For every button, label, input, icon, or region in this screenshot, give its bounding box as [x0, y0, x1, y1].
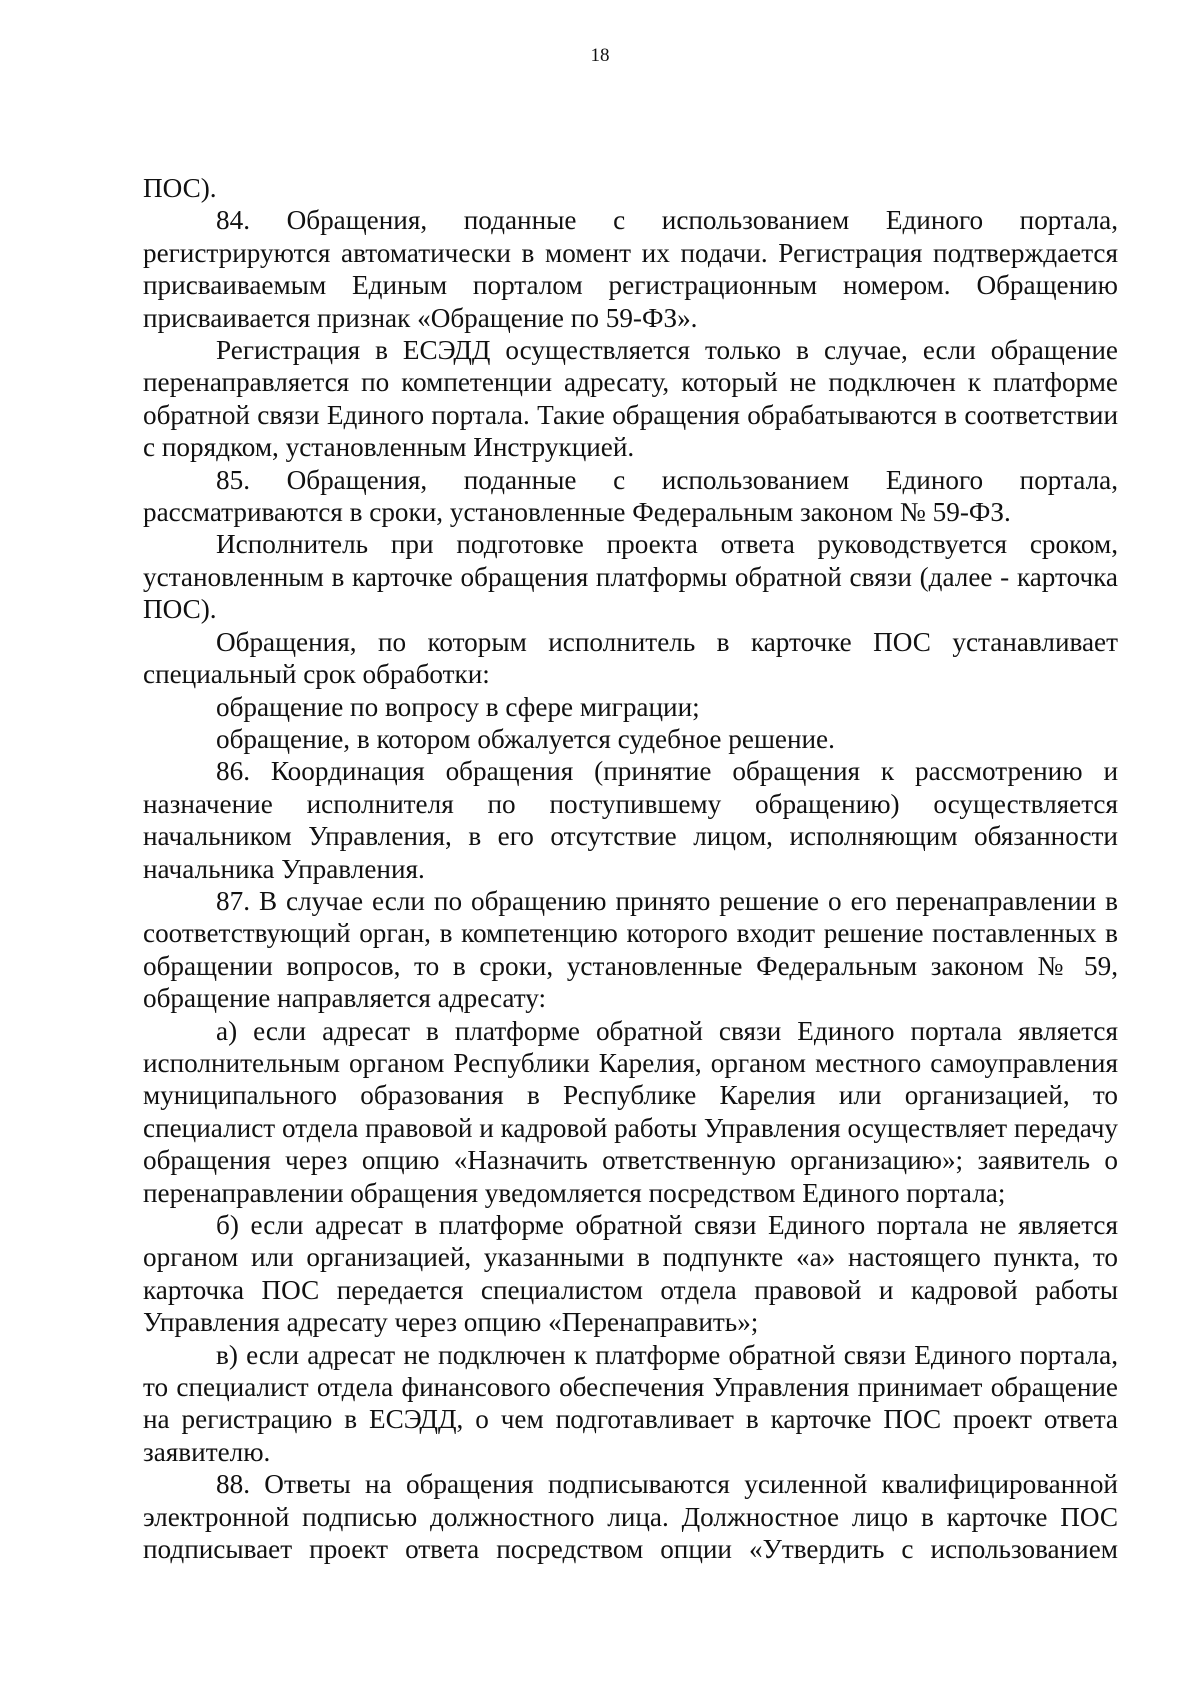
paragraph-85: 85. Обращения, поданные с использованием Единого портала, рассматриваются в сроки, установленные Федеральным законом № 59-ФЗ. [143, 464, 1118, 528]
subitem-v: в) если адресат не подключен к платформе обратной связи Единого портала, то специалист отдела финансового обеспечения Управления принимает обращение на регистрацию в ЕСЭДД, о чем подготавливает в карточке ПОС проект ответа заявителю. [143, 1339, 1118, 1467]
document-body [143, 172, 1118, 1565]
page-number: 18 [590, 45, 610, 66]
list-item-court-decision: обращение, в котором обжалуется судебное решение. [216, 723, 835, 754]
paragraph-88: 88. Ответы на обращения подписываются усиленной квалифицированной электронной подписью должностного лица. Должностное лицо в карточке ПОС подписывает проект ответа посредством опции «Утвердить с использованием [143, 1469, 1118, 1565]
paragraph-continuation: ПОС). [143, 173, 217, 203]
paragraph-87: 87. В случае если по обращению принято решение о его перенаправлении в соответствующий орган, в компетенцию которого входит решение поставленных в обращении вопросов, то в сроки, установленные Федеральным законом № 59, обращение направляется адресату: [143, 885, 1118, 1014]
paragraph-84: 84. Обращения, поданные с использованием Единого портала, регистрируются автоматически в момент их подачи. Регистрация подтверждается присваиваемым Единым порталом регистрационным номером. Обращению присваивается признак «Обращение по 59-ФЗ». [143, 205, 1118, 333]
subitem-a: а) если адресат в платформе обратной связи Единого портала является исполнительным органом Республики Карелия, органом местного самоуправления муниципального образования в Республике Карелия или организацией, то специалист отдела правовой и кадровой работы Управления осуществляет передачу обращения через опцию «Назначить ответственную организацию»; заявитель о перенаправлении обращения уведомляется посредством Единого портала; [143, 1015, 1118, 1208]
paragraph-86: 86. Координация обращения (принятие обращения к рассмотрению и назначение исполнителя по поступившему обращению) осуществляется начальником Управления, в его отсутствие лицом, исполняющим обязанности начальника Управления. [143, 756, 1118, 884]
paragraph-special-deadline: Обращения, по которым исполнитель в карточке ПОС устанавливает специальный срок обработки: [143, 626, 1118, 690]
paragraph-esedd-registration: Регистрация в ЕСЭДД осуществляется только в случае, если обращение перенаправляется по компетенции адресату, который не подключен к платформе обратной связи Единого портала. Такие обращения обрабатываются в соответствии с порядком, установленным Инструкцией. [143, 335, 1118, 463]
list-item-migration: обращение по вопросу в сфере миграции; [216, 691, 700, 722]
subitem-b: б) если адресат в платформе обратной связи Единого портала не является органом или организацией, указанными в подпункте «а» настоящего пункта, то карточка ПОС передается специалистом отдела правовой и кадровой работы Управления адресату через опцию «Перенаправить»; [143, 1210, 1118, 1338]
paragraph-executor-deadline: Исполнитель при подготовке проекта ответа руководствуется сроком, установленным в карточке обращения платформы обратной связи (далее - карточка ПОС). [143, 529, 1118, 625]
